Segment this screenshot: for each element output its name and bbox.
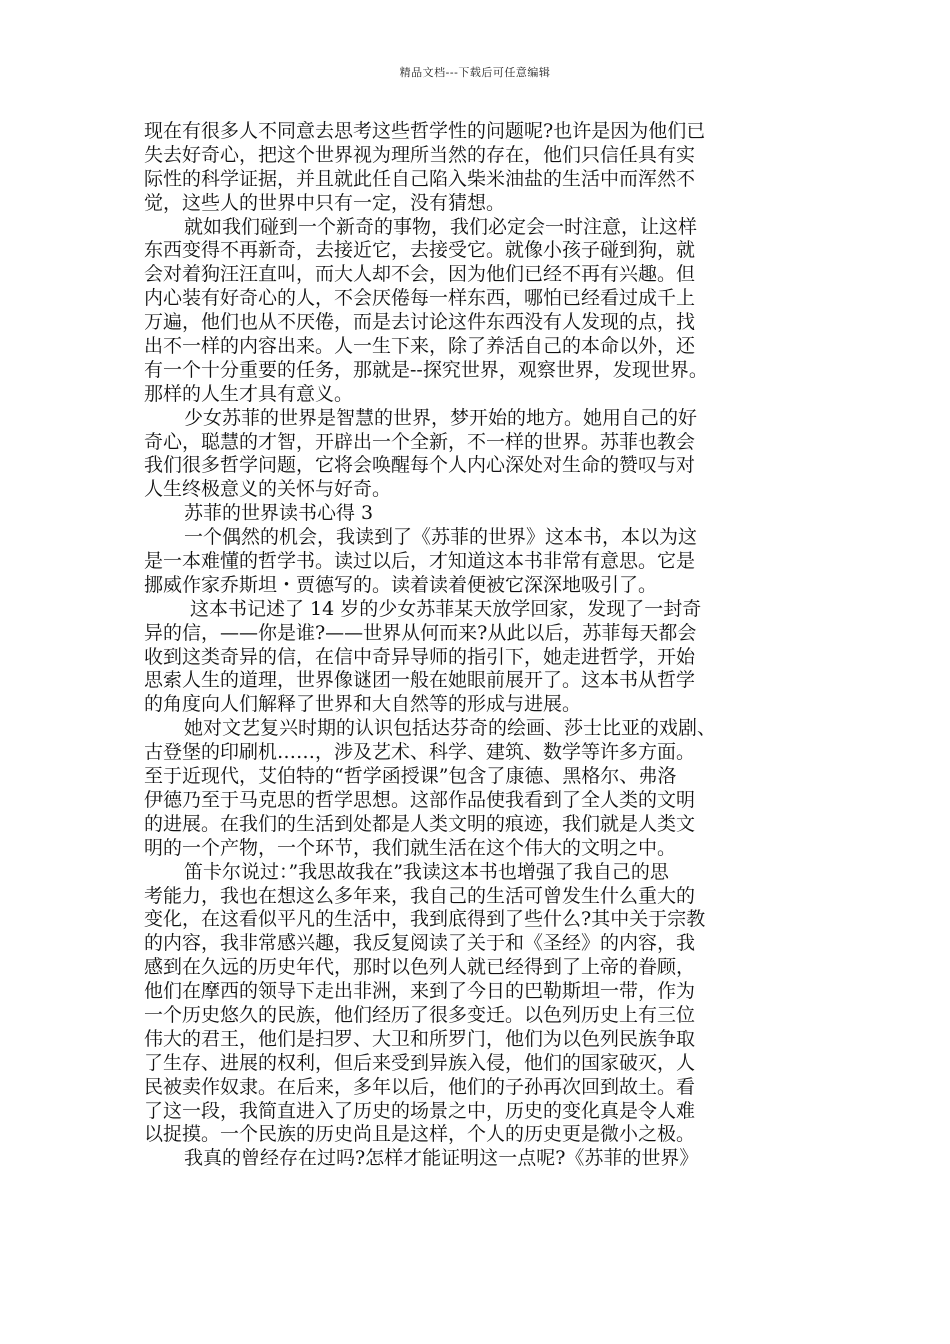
- text-line: 了生存、进展的权利，但后来受到异族入侵，他们的国家破灭，人: [144, 1051, 696, 1074]
- text-line: 思索人生的道理，世界像谜团一般在她眼前展开了。这本书从哲学: [144, 669, 696, 692]
- text-line: 奇心，聪慧的才智，开辟出一个全新，不一样的世界。苏菲也教会: [144, 430, 696, 453]
- page-header: 精品文档---下载后可任意编辑: [399, 66, 551, 79]
- text-line: 少女苏菲的世界是智慧的世界，梦开始的地方。她用自己的好: [184, 406, 698, 429]
- text-line: 考能力，我也在想这么多年来，我自己的生活可曾发生什么重大的: [144, 884, 696, 907]
- text-line: 了这一段，我简直进入了历史的场景之中，历史的变化真是令人难: [144, 1099, 696, 1122]
- text-line: 际性的科学证据，并且就此任自己陷入柴米油盐的生活中而浑然不: [144, 167, 696, 190]
- text-line: 那样的人生才具有意义。: [144, 382, 354, 405]
- text-line: 民被卖作奴隶。在后来，多年以后，他们的子孙再次回到故土。看: [144, 1075, 696, 1098]
- text-line: 我真的曾经存在过吗?怎样才能证明这一点呢?《苏菲的世界》: [184, 1147, 699, 1170]
- text-line: 的进展。在我们的生活到处都是人类文明的痕迹，我们就是人类文: [144, 812, 696, 835]
- text-line: 就如我们碰到一个新奇的事物，我们必定会一时注意，让这样: [184, 215, 698, 238]
- text-line: 收到这类奇异的信，在信中奇异导师的指引下，她走进哲学，开始: [144, 645, 696, 668]
- text-line: 觉，这些人的世界中只有一定，没有猜想。: [144, 191, 506, 214]
- text-line: 有一个十分重要的任务，那就是--探究世界，观察世界，发现世界。: [144, 358, 708, 381]
- text-line: 是一本难懂的哲学书。读过以后，才知道这本书非常有意思。它是: [144, 550, 696, 573]
- text-line: 内心装有好奇心的人，不会厌倦每一样东西，哪怕已经看过成千上: [144, 287, 696, 310]
- document-body: [144, 120, 810, 1171]
- text-line: 感到在久远的历史年代，那时以色列人就已经得到了上帝的眷顾，: [144, 956, 696, 979]
- text-line: 出不一样的内容出来。人一生下来，除了养活自己的本命以外，还: [144, 335, 696, 358]
- text-line: 会对着狗汪汪直叫，而大人却不会，因为他们已经不再有兴趣。但: [144, 263, 696, 286]
- text-line: 古登堡的印刷机……，涉及艺术、科学、建筑、数学等许多方面。: [144, 741, 696, 764]
- text-line: 挪威作家乔斯坦・贾德写的。读着读着便被它深深地吸引了。: [144, 573, 658, 596]
- text-line: 明的一个产物，一个环节，我们就生活在这个伟大的文明之中。: [144, 836, 677, 859]
- text-line: 万遍，他们也从不厌倦，而是去讨论这件东西没有人发现的点，找: [144, 311, 696, 334]
- text-line: 至于近现代，艾伯特的“哲学函授课”包含了康德、黑格尔、弗洛: [144, 765, 677, 788]
- text-line: 我们很多哲学问题，它将会唤醒每个人内心深处对生命的赞叹与对: [144, 454, 696, 477]
- text-line: 变化，在这看似平凡的生活中，我到底得到了些什么?其中关于宗教: [144, 908, 706, 931]
- text-line: 的内容，我非常感兴趣，我反复阅读了关于和《圣经》的内容，我: [144, 932, 696, 955]
- text-line: 她对文艺复兴时期的认识包括达芬奇的绘画、莎士比亚的戏剧、: [184, 717, 717, 740]
- text-line: 伟大的君王，他们是扫罗、大卫和所罗门，他们为以色列民族争取: [144, 1027, 696, 1050]
- text-line: 以捉摸。一个民族的历史尚且是这样，个人的历史更是微小之极。: [144, 1123, 696, 1146]
- text-line: 异的信，——你是谁?——世界从何而来?从此以后，苏菲每天都会: [144, 621, 697, 644]
- text-line: 一个历史悠久的民族，他们经历了很多变迁。以色列历史上有三位: [144, 1003, 696, 1026]
- text-line: 失去好奇心，把这个世界视为理所当然的存在，他们只信任具有实: [144, 143, 696, 166]
- text-line: 笛卡尔说过：”我思故我在”我读这本书也增强了我自己的思: [184, 860, 669, 883]
- text-line: 东西变得不再新奇，去接近它，去接受它。就像小孩子碰到狗，就: [144, 239, 696, 262]
- text-line: 的角度向人们解释了世界和大自然等的形成与进展。: [144, 693, 582, 716]
- text-line: 他们在摩西的领导下走出非洲，来到了今日的巴勒斯坦一带，作为: [144, 980, 696, 1003]
- text-line: 苏菲的世界读书心得 3: [184, 502, 374, 525]
- text-line: 人生终极意义的关怀与好奇。: [144, 478, 392, 501]
- text-line: 现在有很多人不同意去思考这些哲学性的问题呢?也许是因为他们已: [144, 120, 706, 142]
- text-line: 伊德乃至于马克思的哲学思想。这部作品使我看到了全人类的文明: [144, 788, 696, 811]
- text-line: 一个偶然的机会，我读到了《苏菲的世界》这本书，本以为这: [184, 526, 698, 549]
- text-line: 这本书记述了 14 岁的少女苏菲某天放学回家，发现了一封奇: [190, 597, 702, 620]
